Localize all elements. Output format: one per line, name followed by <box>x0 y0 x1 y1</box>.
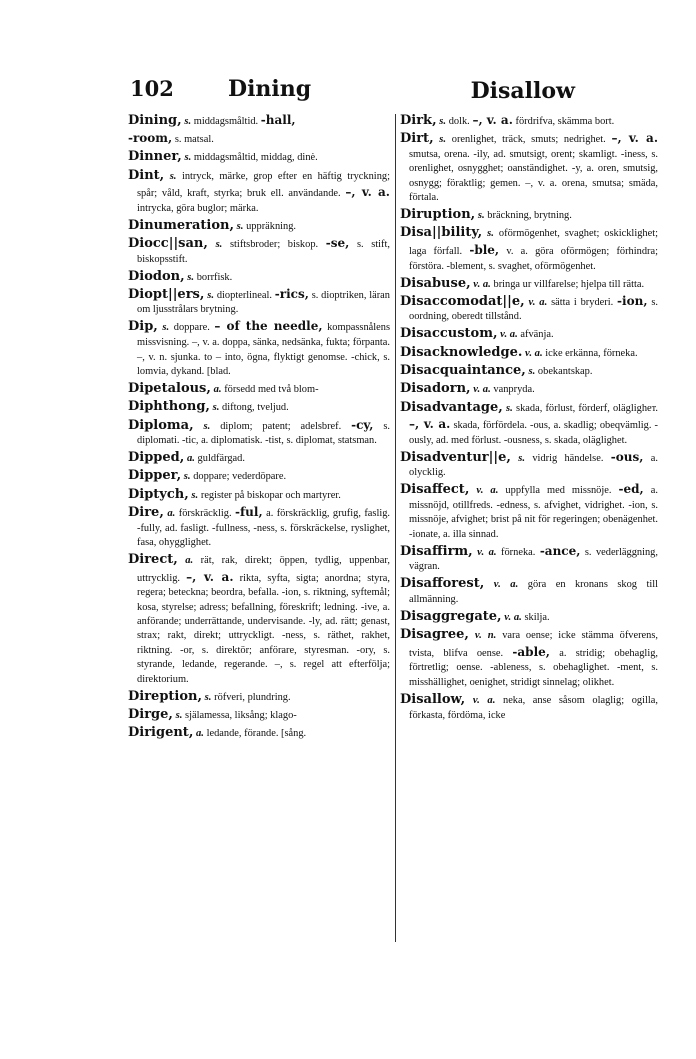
headword: Dip, <box>128 319 158 335</box>
dictionary-entry <box>128 724 390 742</box>
part-of-speech: a. <box>213 383 222 395</box>
continuation: kompassnålens missvisning. –, v. a. doppa, sänka, nedsänka, fukta; förpanta. –, v. n. sjunka. to – into, ögna, flyktigt genomse. -chick, s. lomvia, dykand. [blad. <box>137 322 390 377</box>
dictionary-entry <box>400 224 658 273</box>
headword: Dining, <box>128 113 182 128</box>
derived-form: -able, <box>512 645 550 660</box>
definition: stiftsbroder; biskop. <box>230 238 319 250</box>
continuation: a. olycklig. <box>409 452 658 479</box>
headword: Dipped, <box>128 450 185 466</box>
definition: doppare; vederdöpare. <box>193 471 287 483</box>
dictionary-entry <box>400 626 658 690</box>
derived-form: -ous, <box>610 449 644 464</box>
definition: förskräcklig. <box>178 507 232 519</box>
part-of-speech: v. a. <box>493 579 519 591</box>
headword: Dipetalous, <box>128 380 211 396</box>
part-of-speech: v. a. <box>525 347 543 359</box>
headword: Diphthong, <box>128 399 210 415</box>
derived-form: -hall, <box>260 113 296 127</box>
part-of-speech: s. <box>477 210 485 222</box>
continuation: s. vederläggning, vägran. <box>409 546 658 573</box>
derived-form: -ed, <box>618 482 644 497</box>
definition: afvänja. <box>520 329 554 341</box>
headword: Disaccomodat||e, <box>400 293 525 309</box>
page-header <box>130 72 575 108</box>
part-of-speech: s. <box>518 452 526 464</box>
dictionary-entry <box>128 112 390 130</box>
derived-form: -ance, <box>539 543 581 558</box>
definition: skada, förlust, förderf, olägligheт. <box>516 402 658 414</box>
definition: själamessa, liksång; klago- <box>185 709 297 721</box>
headword: Diopt||ers, <box>128 286 205 302</box>
dictionary-entry <box>400 380 658 398</box>
headword: Dire, <box>128 504 164 520</box>
headword: Disacknowledge. <box>400 344 523 360</box>
dictionary-entry <box>128 148 390 166</box>
definition: neka, anse såsom olaglig; ogilla, förkasta, fördöma, icke <box>409 694 658 721</box>
definition: vanpryda. <box>493 384 535 396</box>
headword: Disacquaintance, <box>400 362 526 378</box>
derived-form: –, v. a. <box>345 185 390 200</box>
headword: Dipper, <box>128 468 182 484</box>
dictionary-entry <box>400 130 658 205</box>
definition: borrfisk. <box>196 271 233 283</box>
part-of-speech: s. <box>487 228 494 240</box>
definition: intryck, märke, grop efter en häftig tryckning; spår; våld, kraft, styrka; bruk ell. användande. <box>137 170 390 200</box>
definition: middagsmåltid, middag, dinė. <box>193 152 318 164</box>
continuation: skada, förfördela. -ous, a. skadlig; obeqvämlig. -ously, ad. med förlust. -ousness, s. skada, oläglighet. <box>409 420 658 446</box>
headword: Disaffirm, <box>400 543 473 559</box>
part-of-speech: a. <box>167 507 176 519</box>
part-of-speech: a. <box>196 728 204 740</box>
dictionary-entry <box>128 706 390 724</box>
dictionary-entry <box>400 325 658 343</box>
part-of-speech: s. <box>215 238 223 250</box>
definition: sätta i bryderi. <box>551 296 614 308</box>
part-of-speech: v. a. <box>500 329 518 341</box>
part-of-speech: v. a. <box>473 384 491 396</box>
dictionary-entry <box>400 691 658 723</box>
headword: Diploma, <box>128 417 194 433</box>
dictionary-entry <box>400 275 658 293</box>
definition: förneka. <box>501 546 536 558</box>
dictionary-entry <box>128 504 390 550</box>
part-of-speech: v. n. <box>474 630 497 642</box>
definition: göra en kronans skog till allmänning. <box>409 579 658 606</box>
definition: diftong, tveljud. <box>222 402 289 414</box>
headword: Disa||bility, <box>400 225 483 241</box>
part-of-speech: s. <box>169 170 177 182</box>
headword: Disaffect, <box>400 482 470 498</box>
definition: försedd med två blom- <box>224 383 319 395</box>
continuation: v. a. göra oförmögen; förhindra; förstöra. -blement, s. svaghet, oförmögenhet. <box>409 246 658 272</box>
continuation: s. dioptriken, läran om ljusstrålars brytning. <box>137 289 390 316</box>
definition: guldfärgad. <box>197 453 245 465</box>
headword: Dinner, <box>128 149 182 165</box>
derived-form: –, v. a. <box>186 569 234 584</box>
derived-form: –, v. a. <box>472 113 513 127</box>
definition: vara oense; icke stämma öfverens, tvista, blifva oense. <box>409 630 658 660</box>
headword: Disadorn, <box>400 381 471 397</box>
dictionary-entry <box>400 362 658 380</box>
part-of-speech: v. a. <box>528 296 548 308</box>
continuation: a. förskräcklig, grufig, faslig. -fully, ad. fasligt. -fullness, -ness, s. förskräckelse, ryslighet, fasa, ohygglighet. <box>137 507 390 549</box>
part-of-speech: s. <box>187 271 195 283</box>
part-of-speech: s. <box>162 322 170 334</box>
headword: Disaggregate, <box>400 609 502 625</box>
headword: Disafforest, <box>400 576 485 592</box>
continuation: rikta, syfta, sigta; anordna; styra, regera; beteckna; beordra, befalla. -ion, s. riktning, syftemål; kosa, styrelse; adress; befallning, föreskrift; ledning. -ive, a. anförande; underrättande, undervisande. -ly, ad. rätt; genast, strax; rakt, direkt; uttryckligt. -ness, s. räthet, rakhet, riktning. -or, s. direktör; anförare, styresman. -ory, s. styrande, ledande, regerande. –, s. regel att efterfölja; direktorium. <box>137 572 390 685</box>
headword: Dirt, <box>400 131 434 147</box>
dictionary-entry <box>400 481 658 542</box>
headword: Dint, <box>128 167 165 183</box>
dictionary-entry <box>128 551 390 687</box>
definition: skilja. <box>524 612 550 624</box>
definition: uppfylla med missnöje. <box>505 485 612 497</box>
part-of-speech: v. a. <box>477 546 497 558</box>
left-guide-word: Dining <box>228 76 312 102</box>
continuation: s. oordning, oberedt tillstånd. <box>409 296 658 323</box>
left-column <box>128 112 390 942</box>
dictionary-entry <box>128 167 390 216</box>
derived-form: -ful, <box>235 504 263 519</box>
headword: Disabuse, <box>400 275 471 291</box>
definition: middagsmåltid. <box>193 116 259 127</box>
part-of-speech: s. <box>191 489 199 501</box>
part-of-speech: s. <box>175 709 183 721</box>
headword: Diptych, <box>128 486 189 502</box>
definition: ledande, förande. [sång. <box>206 728 307 740</box>
dictionary-entry <box>400 449 658 481</box>
right-guide-word: Disallow <box>470 78 575 104</box>
part-of-speech: s. <box>203 420 211 432</box>
dictionary-entry <box>400 399 658 448</box>
dictionary-entry <box>128 130 390 147</box>
dictionary-entry <box>128 467 390 485</box>
definition: uppräkning. <box>246 220 297 232</box>
part-of-speech: s. <box>183 471 191 483</box>
continuation: s. matsal. <box>174 134 214 146</box>
dictionary-entry <box>128 318 390 379</box>
headword: Disadvantage, <box>400 399 503 415</box>
dictionary-entry <box>128 398 390 416</box>
definition: doppare. <box>173 322 210 334</box>
part-of-speech: s. <box>184 152 192 164</box>
definition: röfveri, plundring. <box>214 691 291 703</box>
continuation: s. stift, biskopsstift. <box>137 238 390 265</box>
definition: diopterlineal. <box>216 289 272 301</box>
definition: oförmögenhet, svaghet; oskicklighet; laga förfall. <box>409 228 658 258</box>
dictionary-entry <box>128 235 390 267</box>
part-of-speech: s. <box>184 116 192 127</box>
headword: Disallow, <box>400 691 466 707</box>
derived-form: –, v. a. <box>409 417 451 432</box>
part-of-speech: a. <box>185 555 194 567</box>
headword: Diruption, <box>400 207 476 223</box>
continuation: fördrifva, skämma bort. <box>515 116 615 127</box>
part-of-speech: s. <box>236 220 244 232</box>
definition: bräckning, brytning. <box>487 210 572 222</box>
part-of-speech: s. <box>439 116 447 127</box>
continuation: intrycka, göra buglor; märka. <box>137 202 259 214</box>
dictionary-entry <box>128 486 390 504</box>
headword: Disagree, <box>400 627 469 643</box>
headword: Dinumeration, <box>128 217 235 233</box>
headword: Direct, <box>128 552 178 568</box>
continuation: s. diplomati. -tic, a. diplomatisk. -tist, s. diplomat, statsman. <box>137 420 390 447</box>
part-of-speech: a. <box>186 453 195 465</box>
definition: bringa ur villfarelse; hjelpa till rätta. <box>493 278 645 290</box>
derived-form: –, v. a. <box>611 131 658 146</box>
dictionary-entry <box>128 449 390 467</box>
dictionary-entry <box>128 417 390 449</box>
headword: Dirigent, <box>128 725 194 741</box>
dictionary-entry <box>128 380 390 398</box>
dictionary-entry <box>128 268 390 286</box>
definition: obekantskap. <box>537 365 593 377</box>
dictionary-entry <box>400 543 658 575</box>
dictionary-entry <box>128 688 390 706</box>
definition: dolk. <box>448 116 470 127</box>
part-of-speech: v. a. <box>472 694 496 706</box>
derived-form: -ion, <box>617 293 648 308</box>
definition: register på biskopar och martyrer. <box>200 489 341 501</box>
dictionary-entry <box>400 112 658 130</box>
part-of-speech: s. <box>204 691 212 703</box>
part-of-speech: s. <box>506 402 513 414</box>
derived-form: – of the needle, <box>214 319 323 334</box>
part-of-speech: v. a. <box>473 278 491 290</box>
dictionary-entry <box>400 206 658 224</box>
part-of-speech: s. <box>439 134 447 146</box>
derived-form: -se, <box>325 235 350 250</box>
headword: Disadventur||e, <box>400 449 511 465</box>
headword: Dirge, <box>128 706 173 722</box>
definition: orenlighet, träck, smuts; nedrighet. <box>451 134 606 146</box>
dictionary-entry <box>400 575 658 607</box>
page-number: 102 <box>130 76 174 101</box>
part-of-speech: s. <box>528 365 536 377</box>
definition: vidrig händelse. <box>532 452 604 464</box>
part-of-speech: v. a. <box>504 612 522 624</box>
right-column <box>400 112 658 942</box>
derived-form: -ble, <box>469 243 500 258</box>
derived-form: -room, <box>128 131 173 146</box>
dictionary-entry <box>128 217 390 235</box>
headword: Direption, <box>128 688 203 704</box>
continuation: a. missnöjd, otillfreds. -edness, s. afvighet, vidrighet. -ion, s. missnöje, afvighet; brist på nit för regeringen; obenägenhet. -ionate, a. illa sinnad. <box>409 485 658 540</box>
column-divider <box>395 114 396 942</box>
definition: diplom; patent; adelsbref. <box>220 420 342 432</box>
derived-form: -cy, <box>351 417 374 432</box>
derived-form: -rics, <box>274 286 309 301</box>
headword: Disaccustom, <box>400 326 498 342</box>
continuation: a. stridig; obehaglig, förtretlig; oense. -ableness, s. obehaglighet. -ment, s. misshällighet, oenighet, stridigt sinnelag; olikhet. <box>409 648 658 688</box>
continuation: smutsa, orena. -ily, ad. smutsigt, orent; skamligt. -iness, s. orenlighet, osnygghet; oanständighet. -y, a. oren, smutsig, osnygg; föraktlig; gemen. –, v. a. orena, smutsa; smäda, förtala. <box>409 148 658 204</box>
headword: Dirk, <box>400 113 437 128</box>
definition: rät, rak, direkt; öppen, tydlig, uppenbar, uttrycklig. <box>137 555 390 584</box>
dictionary-entry <box>400 344 658 362</box>
headword: Diodon, <box>128 268 185 284</box>
part-of-speech: s. <box>207 289 215 301</box>
headword: Diocc||san, <box>128 235 208 251</box>
dictionary-entry <box>400 608 658 626</box>
part-of-speech: s. <box>212 402 220 414</box>
dictionary-entry <box>128 286 390 318</box>
definition: icke erkänna, förneka. <box>545 347 638 359</box>
dictionary-entry <box>400 293 658 325</box>
part-of-speech: v. a. <box>476 485 499 497</box>
